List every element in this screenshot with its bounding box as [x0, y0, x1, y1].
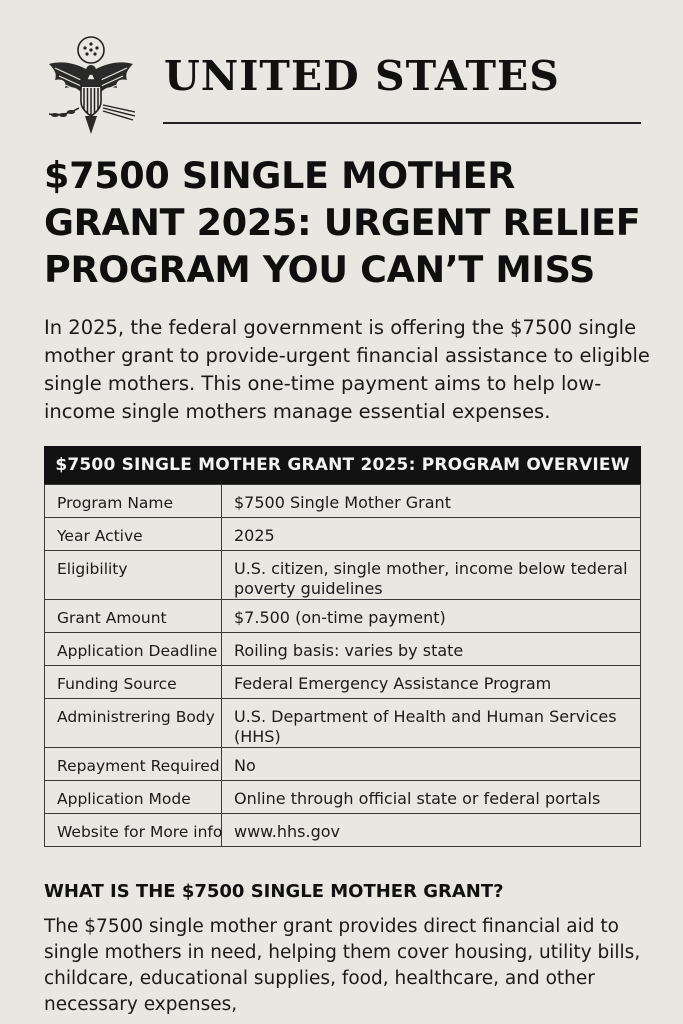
table-row — [45, 748, 641, 781]
section-body: The $7500 single mother grant provides direct financial aid to single mothers in need, helping them cover housing, utility bills, childcare, educational supplies, food, healthcare, and other necessary expenses, — [44, 916, 641, 1015]
intro-paragraph: In 2025, the federal government is offering the $7500 single mother grant to provide-urgent financial assistance to eligible single mothers. This one-time payment aims to help low-income single mothers manage essential expenses. — [44, 316, 650, 423]
row-key: Eligibility — [45, 551, 222, 600]
row-key: Grant Amount — [45, 600, 222, 633]
row-key: Year Active — [45, 518, 222, 551]
table-row — [45, 633, 641, 666]
program-overview-table — [44, 446, 641, 847]
row-key: Application Mode — [45, 781, 222, 814]
page-headline: $7500 SINGLE MOTHER GRANT 2025: URGENT RELIEF PROGRAM YOU CAN’T MISS — [44, 154, 641, 291]
row-value: Online through official state or federal portals — [222, 781, 641, 814]
page-header — [40, 30, 640, 126]
row-value: 2025 — [222, 518, 641, 551]
table-row — [45, 666, 641, 699]
row-key: Funding Source — [45, 666, 222, 699]
row-key: Website for More info — [45, 814, 222, 847]
header-divider — [163, 122, 641, 124]
row-value: www.hhs.gov — [222, 814, 641, 847]
row-value: $7500 Single Mother Grant — [222, 485, 641, 518]
section-heading: WHAT IS THE $7500 SINGLE MOTHER GRANT? — [44, 881, 504, 902]
row-value: No — [222, 748, 641, 781]
row-value: Federal Emergency Assistance Program — [222, 666, 641, 699]
eagle-seal-icon — [40, 34, 142, 138]
row-value: U.S. citizen, single mother, income below tederal poverty guidelines — [222, 551, 641, 600]
country-title: UNITED STATES — [164, 52, 560, 100]
row-value: Roiling basis: varies by state — [222, 633, 641, 666]
table-title: $7500 SINGLE MOTHER GRANT 2025: PROGRAM OVERVIEW — [44, 446, 641, 484]
table-row — [45, 600, 641, 633]
table-row — [45, 518, 641, 551]
row-key: Repayment Required — [45, 748, 222, 781]
overview-grid — [44, 484, 641, 847]
table-row — [45, 781, 641, 814]
row-key: Program Name — [45, 485, 222, 518]
row-key: Application Deadline — [45, 633, 222, 666]
table-row — [45, 814, 641, 847]
row-key: Administrering Body — [45, 699, 222, 748]
table-row — [45, 699, 641, 748]
row-value: U.S. Department of Health and Human Services (HHS) — [222, 699, 641, 748]
table-row — [45, 485, 641, 518]
table-row — [45, 551, 641, 600]
row-value: $7.500 (on-time payment) — [222, 600, 641, 633]
